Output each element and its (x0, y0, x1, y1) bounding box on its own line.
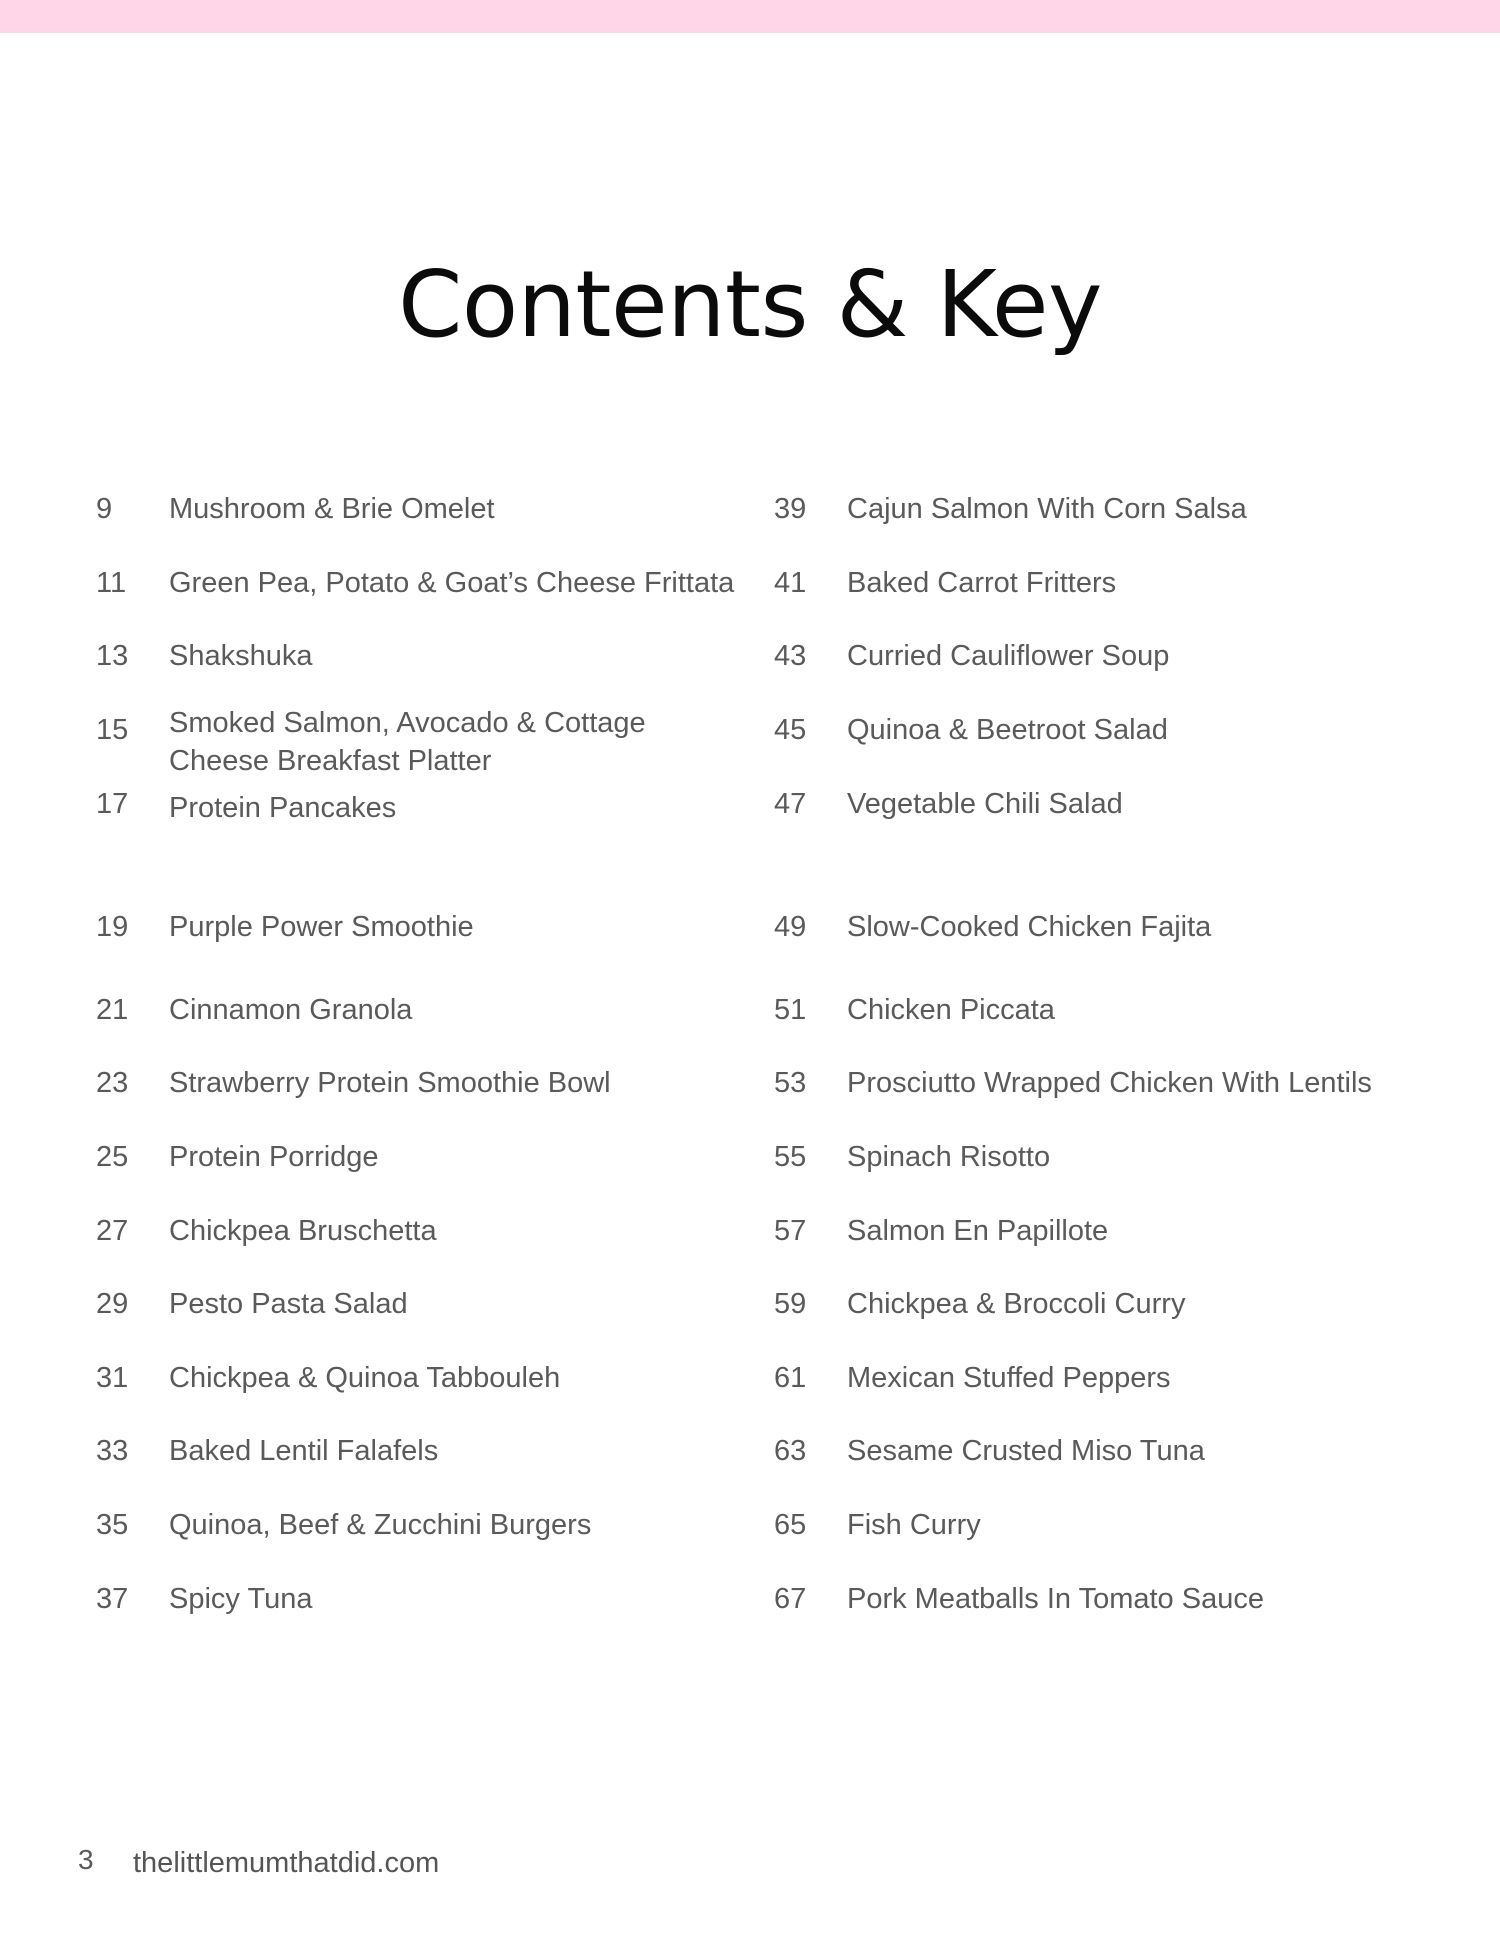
toc-page-number: 15 (96, 714, 129, 746)
toc-page-number: 33 (96, 1435, 129, 1467)
toc-page-number: 49 (774, 911, 807, 943)
top-pink-band (0, 0, 1500, 33)
toc-page-number: 35 (96, 1509, 129, 1541)
toc-page-number: 39 (774, 493, 807, 525)
toc-page-number: 11 (96, 567, 127, 599)
toc-page-number: 17 (96, 788, 129, 820)
toc-page-number: 27 (96, 1215, 129, 1247)
toc-page-number: 29 (96, 1288, 129, 1320)
toc-page-number: 45 (774, 714, 807, 746)
toc-recipe-name: Shakshuka (169, 640, 313, 672)
toc-page-number: 31 (96, 1362, 129, 1394)
toc-recipe-name: Protein Pancakes (169, 792, 397, 824)
footer-page-number: 3 (78, 1844, 94, 1875)
toc-page-number: 65 (774, 1509, 807, 1541)
toc-page-number: 43 (774, 640, 807, 672)
toc-recipe-name: Quinoa, Beef & Zucchini Burgers (169, 1509, 592, 1541)
toc-page-number: 53 (774, 1067, 807, 1099)
toc-recipe-name: Sesame Crusted Miso Tuna (847, 1435, 1205, 1467)
toc-recipe-name: Fish Curry (847, 1509, 981, 1541)
toc-recipe-name: Curried Cauliflower Soup (847, 640, 1170, 672)
toc-recipe-name: Chickpea & Quinoa Tabbouleh (169, 1362, 561, 1394)
toc-page-number: 25 (96, 1141, 129, 1173)
toc-recipe-name: Cinnamon Granola (169, 994, 413, 1026)
footer-site-link[interactable]: thelittlemumthatdid.com (133, 1847, 440, 1879)
toc-page-number: 63 (774, 1435, 807, 1467)
toc-recipe-name: Strawberry Protein Smoothie Bowl (169, 1067, 611, 1099)
page-title: Contents & Key (398, 251, 1102, 358)
toc-recipe-name-line2: Cheese Breakfast Platter (169, 745, 492, 777)
toc-recipe-name: Protein Porridge (169, 1141, 379, 1173)
toc-page-number: 55 (774, 1141, 807, 1173)
toc-recipe-name: Spicy Tuna (169, 1583, 313, 1615)
toc-page-number: 23 (96, 1067, 129, 1099)
toc-page-number: 47 (774, 788, 807, 820)
toc-recipe-name: Green Pea, Potato & Goat’s Cheese Frittata (169, 567, 735, 599)
toc-page-number: 37 (96, 1583, 129, 1615)
toc-recipe-name: Baked Carrot Fritters (847, 567, 1117, 599)
toc-page-number: 67 (774, 1583, 807, 1615)
toc-recipe-name: Quinoa & Beetroot Salad (847, 714, 1168, 746)
toc-page-number: 57 (774, 1215, 807, 1247)
toc-recipe-name: Baked Lentil Falafels (169, 1435, 439, 1467)
toc-recipe-name: Cajun Salmon With Corn Salsa (847, 493, 1247, 525)
toc-recipe-name: Mexican Stuffed Peppers (847, 1362, 1171, 1394)
toc-page-number: 13 (96, 640, 129, 672)
toc-page-number: 59 (774, 1288, 807, 1320)
toc-recipe-name: Pesto Pasta Salad (169, 1288, 408, 1320)
toc-recipe-name: Chickpea Bruschetta (169, 1215, 437, 1247)
toc-recipe-name: Mushroom & Brie Omelet (169, 493, 495, 525)
toc-recipe-name: Chickpea & Broccoli Curry (847, 1288, 1186, 1320)
toc-page-number: 9 (96, 493, 113, 525)
toc-recipe-name: Salmon En Papillote (847, 1215, 1109, 1247)
toc-recipe-name: Prosciutto Wrapped Chicken With Lentils (847, 1067, 1372, 1099)
toc-recipe-name: Smoked Salmon, Avocado & Cottage (169, 707, 646, 739)
toc-recipe-name: Chicken Piccata (847, 994, 1055, 1026)
toc-recipe-name: Purple Power Smoothie (169, 911, 474, 943)
toc-page-number: 51 (774, 994, 807, 1026)
toc-page-number: 19 (96, 911, 129, 943)
toc-page-number: 21 (96, 994, 129, 1026)
toc-recipe-name: Vegetable Chili Salad (847, 788, 1123, 820)
toc-page-number: 61 (774, 1362, 807, 1394)
toc-recipe-name: Pork Meatballs In Tomato Sauce (847, 1583, 1264, 1615)
toc-recipe-name: Slow-Cooked Chicken Fajita (847, 911, 1212, 943)
toc-page-number: 41 (774, 567, 807, 599)
toc-recipe-name: Spinach Risotto (847, 1141, 1051, 1173)
